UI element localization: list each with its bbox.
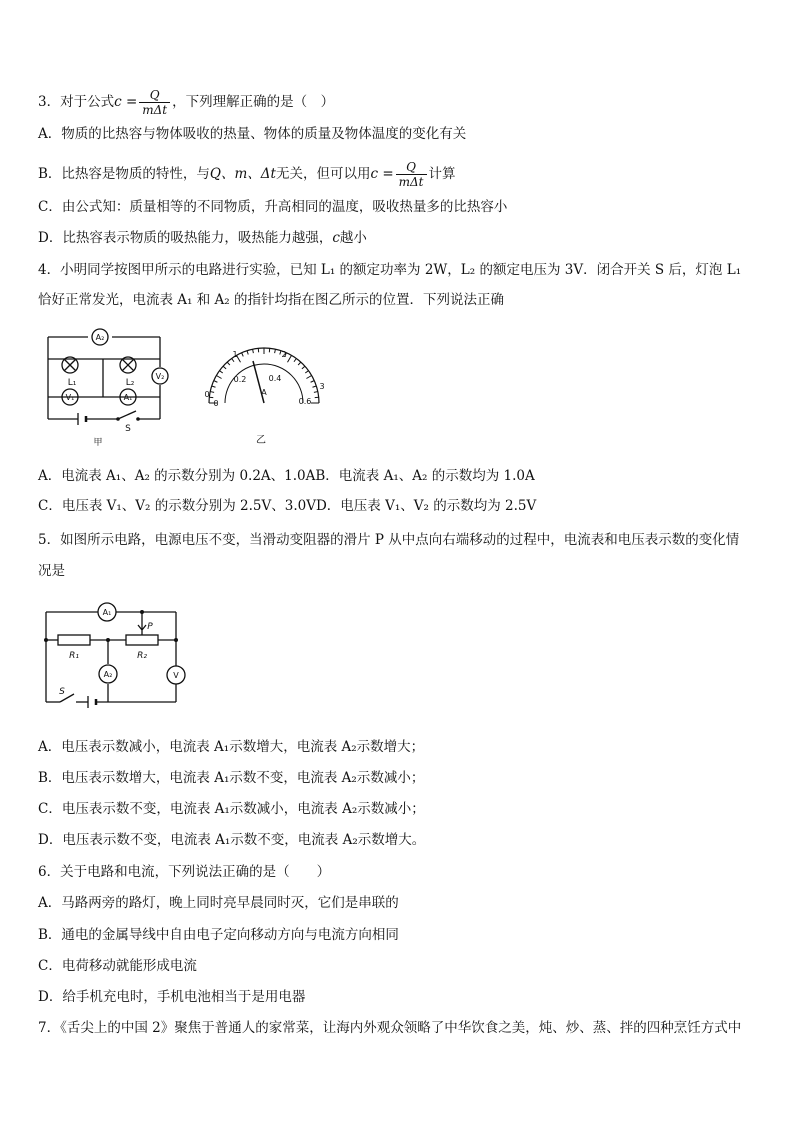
dial-tick xyxy=(294,359,296,362)
dial-tick-label-06: 0.6 xyxy=(298,397,312,406)
dial-tick-label-2: 2 xyxy=(281,350,287,359)
formula-fraction xyxy=(139,88,170,117)
dial-tick xyxy=(288,355,292,362)
dial-tick xyxy=(214,381,218,383)
formula-lhs: c = xyxy=(114,94,138,110)
q3-option-b-text: B．比热容是物质的特性，与 xyxy=(38,166,210,182)
circuit-diagram-jia xyxy=(40,325,180,450)
dial-tick xyxy=(227,362,230,365)
q5-option-b: B．电压表示数增大，电流表 A₁示数不变，电流表 A₂示数减小； xyxy=(38,770,425,786)
q3-stem-text: 3．对于公式 xyxy=(38,94,115,110)
formula-lhs: c = xyxy=(370,166,394,182)
q5-option-a: A．电压表示数减小，电流表 A₁示数增大，电流表 A₂示数增大； xyxy=(38,739,425,755)
q6-option-b: B．通电的金属导线中自由电子定向移动方向与电流方向相同 xyxy=(38,927,399,943)
q6-option-c: C．电荷移动就能形成电流 xyxy=(38,958,197,974)
voltmeter-v-label: V xyxy=(173,671,179,680)
resistor-r1-label: R₁ xyxy=(69,651,79,661)
q6-option-d: D．给手机充电时，手机电池相当于是用电器 xyxy=(38,989,306,1005)
dial-tick-label-02: 0.2 xyxy=(233,375,247,384)
q3-option-c: C．由公式知：质量相等的不同物质，升高相同的温度，吸收热量多的比热容小 xyxy=(38,199,508,215)
dial-tick-label-1: 1 xyxy=(232,350,238,359)
circuit-diagram-q5 xyxy=(38,598,198,713)
switch-s-label: S xyxy=(59,687,65,697)
fraction-numerator: Q xyxy=(396,160,427,175)
voltmeter-v1-label: V₁ xyxy=(65,393,75,402)
dial-tick xyxy=(212,386,216,387)
q3-option-d-text: D．比热容表示物质的吸热能力，吸热能力越强， xyxy=(38,230,333,246)
dial-tick xyxy=(275,349,276,353)
dial-tick xyxy=(311,381,315,383)
dial-tick xyxy=(302,366,305,369)
ammeter-dial-yi xyxy=(195,345,330,450)
q4-stem-line2: 恰好正常发光，电流表 A₁ 和 A₂ 的指针均指在图乙所示的位置．下列说法正确 xyxy=(38,292,504,308)
dial-tick xyxy=(247,351,248,355)
dial-tick xyxy=(305,371,308,373)
switch-s-label: S xyxy=(125,424,131,434)
slider-p-label: P xyxy=(147,622,153,632)
q5-option-d: D．电压表示数不变，电流表 A₁示数不变，电流表 A₂示数增大。 xyxy=(38,832,426,848)
dial-tick xyxy=(306,376,311,379)
fraction-numerator: Q xyxy=(139,88,170,103)
ammeter-a2-label: A₂ xyxy=(95,333,105,342)
dial-tick xyxy=(220,371,223,373)
ammeter-a1-label: A₁ xyxy=(123,393,133,402)
q3-option-b-mid: 无关，但可以用 xyxy=(275,166,371,182)
dial-tick xyxy=(313,386,317,387)
q3-option-d-var: c xyxy=(332,230,340,246)
q4-options-cd: C．电压表 V₁、V₂ 的示数分别为 2.5V、3.0VD．电压表 V₁、V₂ 的示数均为 2.5V xyxy=(38,498,537,514)
dial-tick xyxy=(216,376,221,379)
lamp-l1-label: L₁ xyxy=(67,378,77,388)
q6-option-a: A．马路两旁的路灯，晚上同时亮早晨同时灭，它们是串联的 xyxy=(38,895,399,911)
dial-tick-label-0-outer: 0 xyxy=(204,390,210,399)
dial-tick xyxy=(253,349,254,353)
dial-tick xyxy=(223,366,226,369)
q5-stem-line2: 况是 xyxy=(38,563,65,579)
q4-stem-line1: 4．小明同学按图甲所示的电路进行实验，已知 L₁ 的额定功率为 2W，L₂ 的额定电压为 3V．闭合开关 S 后，灯泡 L₁ xyxy=(38,262,742,278)
fraction-denominator: mΔt xyxy=(398,175,424,189)
q5-option-c: C．电压表示数不变，电流表 A₁示数减小，电流表 A₂示数减小； xyxy=(38,801,425,817)
formula-fraction xyxy=(396,160,427,189)
resistor-r2-label: R₂ xyxy=(137,651,147,661)
q3-option-d-tail: 越小 xyxy=(339,230,367,246)
dial-tick-label-04: 0.4 xyxy=(268,374,282,383)
dial-tick-label-3: 3 xyxy=(319,382,325,391)
q3-option-b xyxy=(38,160,456,189)
dial-tick xyxy=(298,362,301,365)
q3-stem xyxy=(38,88,334,117)
ammeter-a2-label: A₂ xyxy=(103,670,113,679)
q7-stem: 7．《舌尖上的中国 2》聚焦于普通人的家常菜，让海内外观众领略了中华饮食之美，炖、炒、蒸、拌的四种烹饪方式中 xyxy=(38,1020,742,1036)
q3-option-a: A．物质的比热容与物体吸收的热量、物体的质量及物体温度的变化有关 xyxy=(38,126,467,142)
dial-tick xyxy=(242,353,244,357)
q3-option-b-vars: Q、m、Δt xyxy=(209,166,276,182)
lamp-l2-label: L₂ xyxy=(125,378,135,388)
dial-tick xyxy=(210,392,214,393)
fraction-denominator: mΔt xyxy=(142,103,168,117)
dial-unit-label: A xyxy=(261,388,267,397)
ammeter-a1-label: A₁ xyxy=(102,608,112,617)
q3-option-b-tail: 计算 xyxy=(428,166,456,182)
dial-tick xyxy=(314,392,318,393)
figure-jia-caption: 甲 xyxy=(93,438,103,448)
figure-yi-caption: 乙 xyxy=(256,435,266,446)
q5-stem-line1: 5．如图所示电路，电源电压不变，当滑动变阻器的滑片 P 从中点向右端移动的过程中，电流表和电压表示数的变化情 xyxy=(38,532,740,548)
q3-stem-tail: ，下列理解正确的是（ ） xyxy=(172,94,335,110)
dial-tick-label-0-inner: 0 xyxy=(213,399,219,408)
q6-stem: 6．关于电路和电流，下列说法正确的是（ ） xyxy=(38,864,331,880)
q3-option-d xyxy=(38,229,367,247)
voltmeter-v2-label: V₂ xyxy=(155,372,165,381)
q4-options-ab: A．电流表 A₁、A₂ 的示数分别为 0.2A、1.0AB．电流表 A₁、A₂ 的示数均为 1.0A xyxy=(38,468,535,484)
